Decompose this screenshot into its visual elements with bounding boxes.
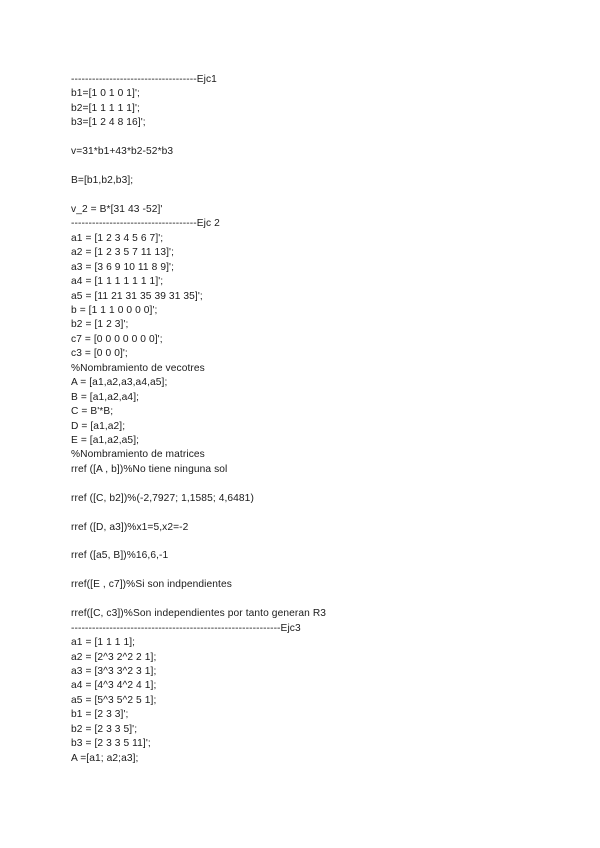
document-body — [71, 73, 591, 766]
code-line — [71, 160, 591, 174]
code-line: %Nombramiento de matrices — [71, 449, 205, 461]
code-line: rref ([a5, B])%16,6,-1 — [71, 550, 169, 562]
code-line: a5 = [5^3 5^2 5 1]; — [71, 694, 157, 706]
code-line: b2=[1 1 1 1 1]'; — [71, 102, 140, 114]
code-line: c3 = [0 0 0]'; — [71, 348, 128, 360]
code-line: A =[a1; a2;a3]; — [71, 752, 139, 764]
code-line: B = [a1,a2,a4]; — [71, 391, 140, 403]
code-line: b = [1 1 1 0 0 0 0]'; — [71, 305, 158, 316]
code-line: b2 = [2 3 3 5]'; — [71, 723, 138, 735]
code-line — [71, 189, 591, 203]
code-line — [71, 506, 591, 520]
code-line: a3 = [3^3 3^2 3 1]; — [71, 665, 157, 677]
code-line: b1 = [2 3 3]'; — [71, 709, 129, 721]
code-line: b2 = [1 2 3]'; — [71, 319, 129, 331]
code-line: a1 = [1 2 3 4 5 6 7]'; — [71, 232, 164, 244]
code-line: ------------------------------------Ejc 2 — [71, 218, 220, 230]
code-line: b1=[1 0 1 0 1]'; — [71, 88, 140, 100]
code-line: a1 = [1 1 1 1]; — [71, 637, 136, 649]
code-line — [71, 131, 591, 145]
code-line: E = [a1,a2,a5]; — [71, 434, 140, 446]
code-line: rref([C, c3])%Son independientes por tanto generan R3 — [71, 608, 327, 620]
code-line — [71, 564, 591, 578]
code-line: rref ([D, a3])%x1=5,x2=-2 — [71, 521, 189, 533]
code-line: a5 = [11 21 31 35 39 31 35]'; — [71, 290, 203, 302]
code-line: c7 = [0 0 0 0 0 0 0]'; — [71, 333, 163, 345]
code-line: a4 = [4^3 4^2 4 1]; — [71, 680, 157, 692]
code-line: rref ([C, b2])%(-2,7927; 1,1585; 4,6481) — [71, 492, 254, 504]
code-line: B=[b1,b2,b3]; — [71, 175, 134, 187]
code-line: a2 = [1 2 3 5 7 11 13]'; — [71, 247, 174, 259]
code-line — [71, 593, 591, 607]
code-line: rref([E , c7])%Si son indpendientes — [71, 579, 232, 591]
code-line: b3 = [2 3 3 5 11]'; — [71, 738, 151, 750]
code-line: a2 = [2^3 2^2 2 1]; — [71, 651, 157, 663]
code-line: v_2 = B*[31 43 -52]' — [71, 203, 163, 215]
code-line: a3 = [3 6 9 10 11 8 9]'; — [71, 261, 174, 273]
code-line: a4 = [1 1 1 1 1 1 1]'; — [71, 276, 164, 288]
code-line — [71, 535, 591, 549]
code-line: A = [a1,a2,a3,a4,a5]; — [71, 377, 168, 389]
code-line — [71, 477, 591, 491]
code-line: v=31*b1+43*b2-52*b3 — [71, 146, 174, 158]
code-line: ------------------------------------Ejc1 — [71, 74, 217, 85]
code-line: %Nombramiento de vecotres — [71, 362, 205, 374]
code-line: b3=[1 2 4 8 16]'; — [71, 117, 146, 129]
code-line: D = [a1,a2]; — [71, 420, 126, 432]
code-line: ------------------------------------------------------------Ejc3 — [71, 622, 301, 634]
code-line: rref ([A , b])%No tiene ninguna sol — [71, 463, 228, 475]
code-line: C = B'*B; — [71, 406, 114, 418]
